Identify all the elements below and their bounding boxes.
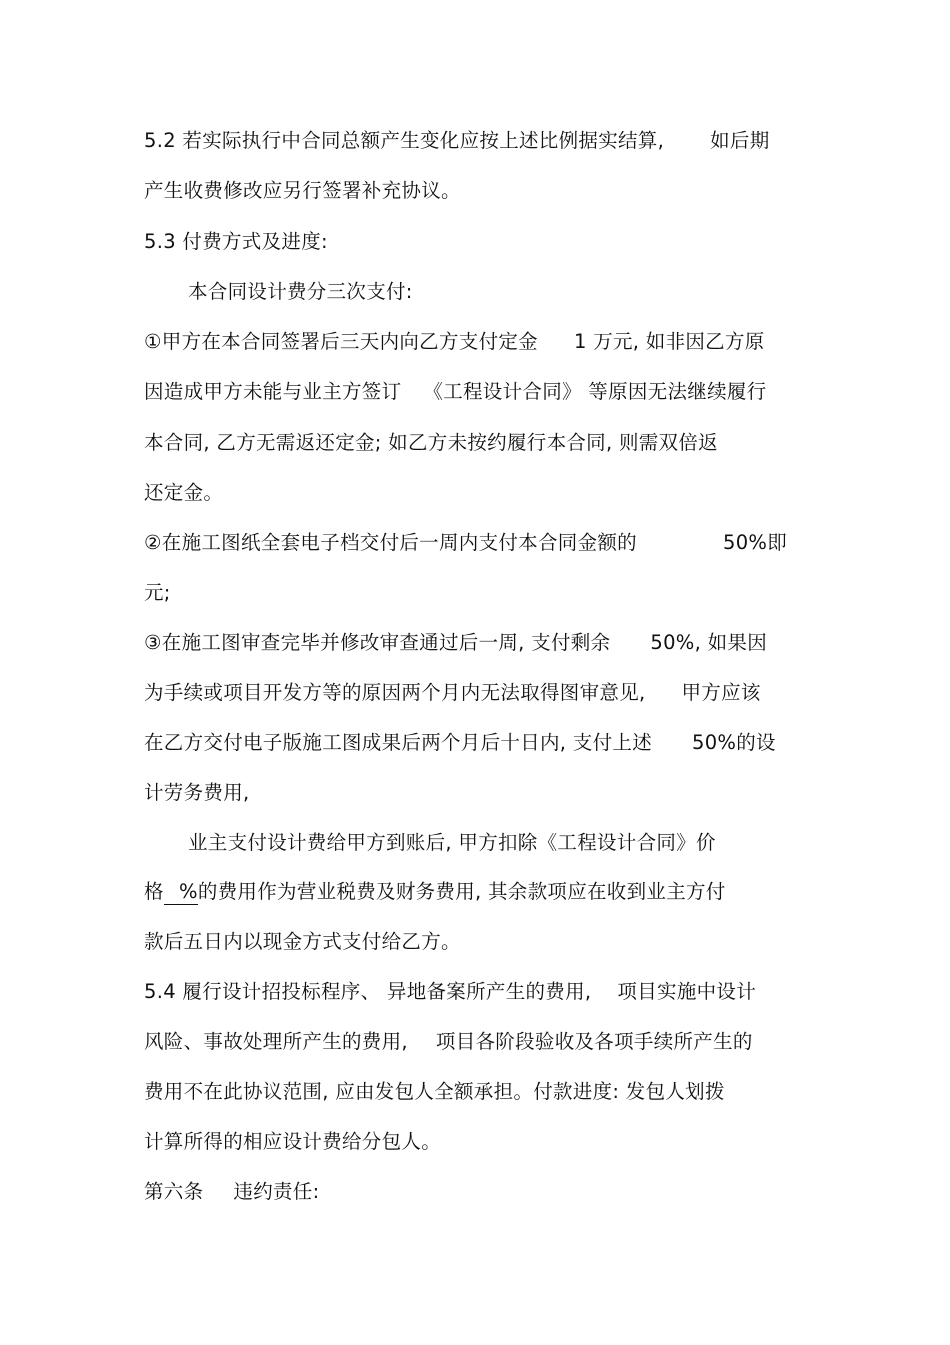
- text-segment: 格: [144, 880, 164, 903]
- text-segment: ③在施工图审查完毕并修改审查通过后一周, 支付剩余: [144, 631, 611, 654]
- text-segment: 50%的设: [692, 731, 776, 754]
- clause-5-3-heading: [144, 227, 328, 257]
- text-segment: 本合同设计费分三次支付:: [188, 280, 413, 303]
- payment-item-1-line-1: [144, 327, 765, 357]
- text-segment: 因造成甲方未能与业主方签订: [144, 380, 402, 403]
- text-segment: 50%即: [722, 531, 788, 554]
- text-segment: 费用不在此协议范围, 应由发包人全额承担。付款进度: 发包人划拨: [144, 1080, 725, 1103]
- article-number: 第六条: [144, 1180, 204, 1203]
- text-segment: 5.2 若实际执行中合同总额产生变化应按上述比例据实结算,: [144, 129, 665, 152]
- owner-payment-line-2: [144, 877, 726, 907]
- payment-item-3-line-1: [144, 628, 767, 658]
- payment-item-3-line-4: [144, 778, 250, 808]
- text-segment: 产生收费修改应另行签署补充协议。: [144, 179, 461, 202]
- payment-item-3-line-2: [144, 678, 761, 708]
- text-segment: 甲方应该: [681, 681, 761, 704]
- payment-item-1-line-4: [144, 478, 223, 508]
- text-segment: 项目实施中设计: [617, 980, 757, 1003]
- payment-item-2-line-2: [144, 578, 171, 608]
- text-segment: 在乙方交付电子版施工图成果后两个月后十日内, 支付上述: [144, 731, 652, 754]
- text-segment: 5.4 履行设计招投标程序、 异地备案所产生的费用,: [144, 980, 592, 1003]
- text-segment: 还定金。: [144, 481, 224, 504]
- text-segment: 款后五日内以现金方式支付给乙方。: [144, 930, 461, 953]
- payment-item-3-line-3: [144, 728, 776, 758]
- text-segment: 的费用作为营业税费及财务费用, 其余款项应在收到业主方付: [197, 880, 726, 903]
- text-segment: 风险、事故处理所产生的费用,: [144, 1030, 408, 1053]
- payment-intro: [188, 277, 413, 307]
- text-segment: 计算所得的相应设计费给分包人。: [144, 1130, 442, 1153]
- percentage-blank: %: [164, 880, 198, 905]
- text-segment: 1 万元, 如非因乙方原: [573, 330, 765, 353]
- text-segment: 如后期: [710, 129, 770, 152]
- text-segment: 本合同, 乙方无需返还定金; 如乙方未按约履行本合同, 则需双倍返: [144, 431, 718, 454]
- text-segment: 50%, 如果因: [650, 631, 768, 654]
- text-segment: ②在施工图纸全套电子档交付后一周内支付本合同金额的: [144, 531, 637, 554]
- clause-5-2-line-2: [144, 176, 461, 206]
- text-segment: 业主支付设计费给甲方到账后, 甲方扣除《工程设计合同》价: [188, 831, 716, 854]
- payment-item-1-line-2: [144, 377, 767, 407]
- owner-payment-line-3: [144, 927, 461, 957]
- text-segment: 5.3 付费方式及进度:: [144, 230, 328, 253]
- article-6-heading: [144, 1177, 319, 1207]
- text-segment: ①甲方在本合同签署后三天内向乙方支付定金: [144, 330, 538, 353]
- text-segment: 为手续或项目开发方等的原因两个月内无法取得图审意见,: [144, 681, 646, 704]
- clause-5-4-line-1: [144, 977, 756, 1007]
- payment-item-1-line-3: [144, 428, 718, 458]
- clause-5-4-line-4: [144, 1127, 441, 1157]
- article-title: 违约责任:: [233, 1180, 320, 1203]
- text-segment: 《工程设计合同》 等原因无法继续履行: [423, 380, 767, 403]
- text-segment: 项目各阶段验收及各项手续所产生的: [435, 1030, 753, 1053]
- clause-5-4-line-2: [144, 1027, 753, 1057]
- clause-5-4-line-3: [144, 1077, 725, 1107]
- payment-item-2-line-1: [144, 528, 787, 558]
- owner-payment-line-1: [188, 828, 716, 858]
- text-segment: 计劳务费用,: [144, 781, 250, 804]
- text-segment: 元;: [144, 581, 171, 604]
- clause-5-2-line-1: [144, 126, 770, 156]
